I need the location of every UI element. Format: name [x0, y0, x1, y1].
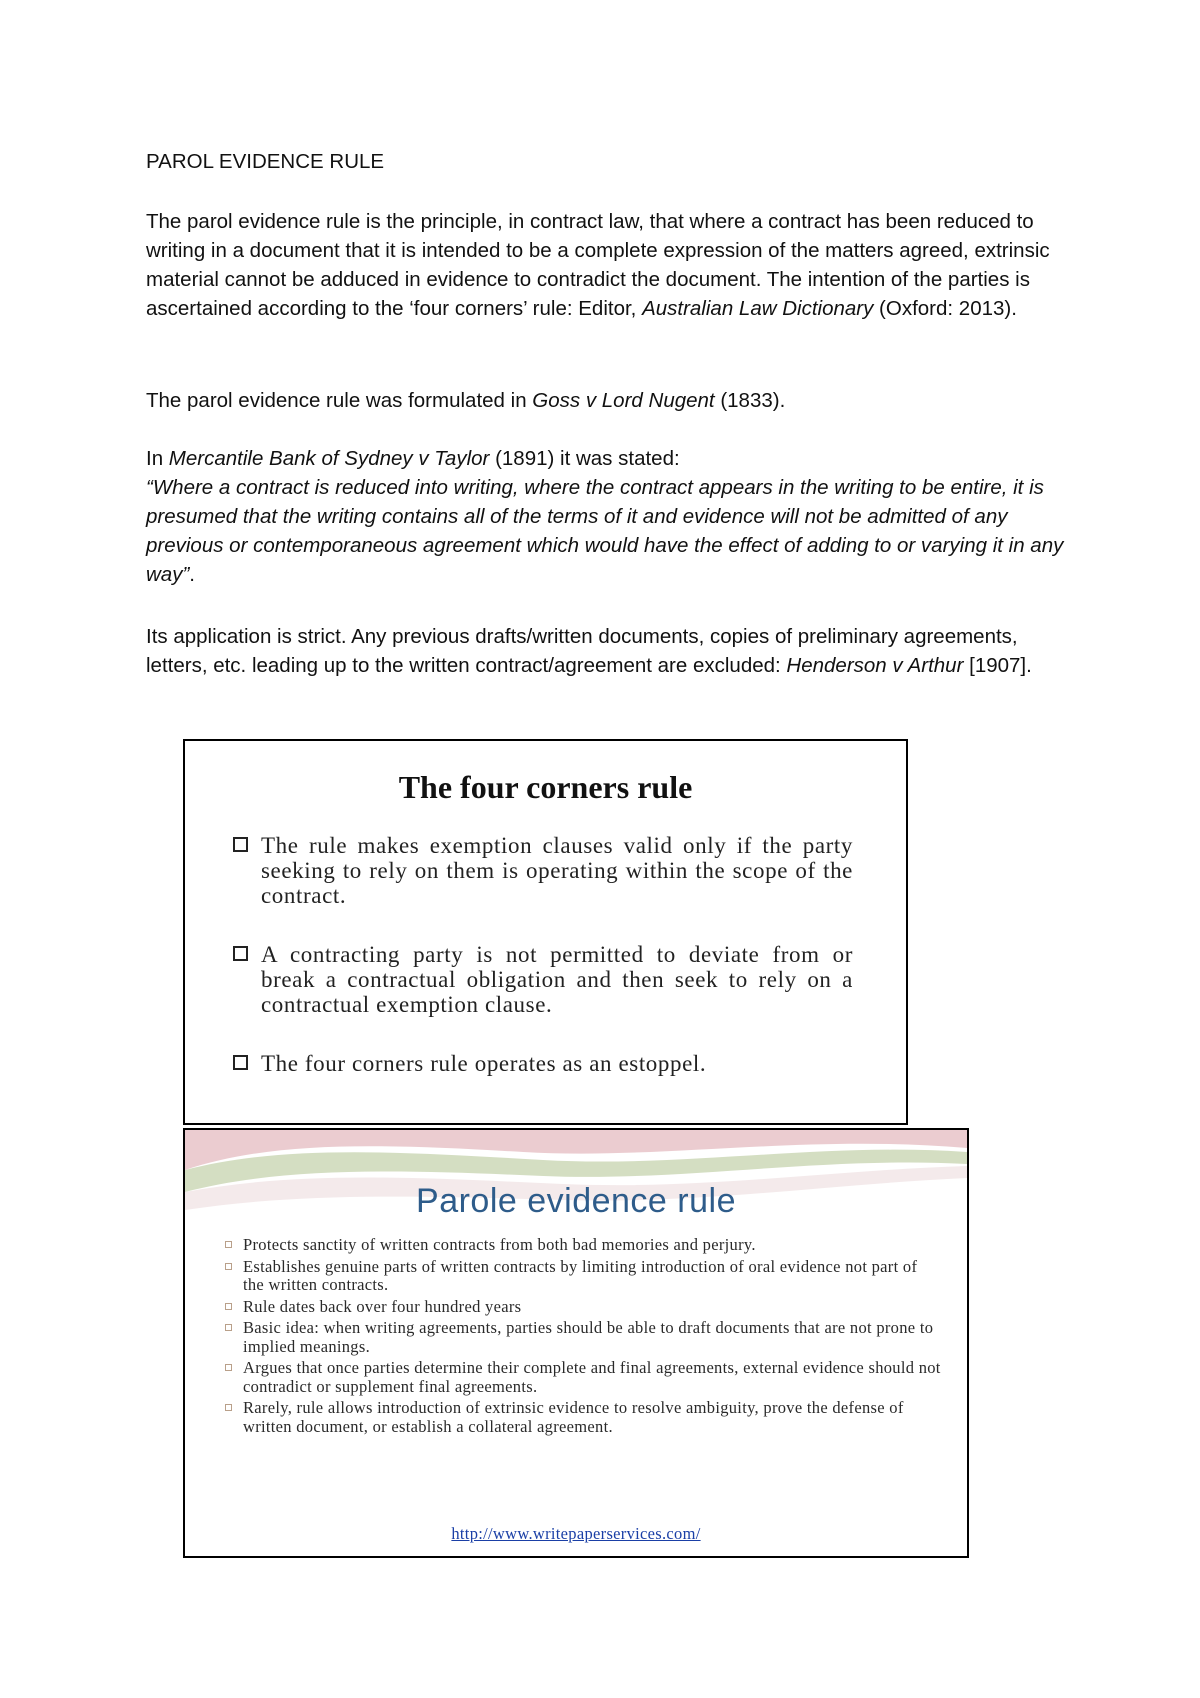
slide-bullet [233, 942, 853, 1017]
slide-bullet-text: The four corners rule operates as an estoppel. [261, 1051, 707, 1076]
slide-bullet-text: Establishes genuine parts of written contracts by limiting introduction of oral evidence not part of the written contracts. [243, 1256, 918, 1294]
slide-bullet-list [233, 833, 853, 1076]
square-bullet-icon [225, 1263, 232, 1270]
slide-bullet-text: Protects sanctity of written contracts from both bad memories and perjury. [243, 1235, 756, 1254]
slide-bullet-text: Rarely, rule allows introduction of extrinsic evidence to resolve ambiguity, prove the defense of written document, or establish a collateral agreement. [243, 1398, 904, 1436]
square-bullet-icon [225, 1404, 232, 1411]
case-mercantile-bank: Mercantile Bank of Sydney v Taylor [168, 447, 490, 470]
checkbox-bullet-icon [233, 837, 248, 852]
case-goss-v-lord-nugent: Goss v Lord Nugent [532, 389, 715, 412]
square-bullet-icon [225, 1303, 232, 1310]
slide-bullet [221, 1359, 941, 1396]
square-bullet-icon [225, 1364, 232, 1371]
paragraph-origin [146, 386, 1076, 415]
parole-evidence-slide [183, 1128, 969, 1558]
paragraph-definition-citation: (Oxford: 2013). [873, 297, 1017, 320]
paragraph-origin-year: (1833). [714, 389, 786, 412]
slide-bullet-text: The rule makes exemption clauses valid only if the party seeking to rely on them is operating within the scope of the contract. [261, 833, 853, 908]
slide-bullet-text: Rule dates back over four hundred years [243, 1296, 522, 1316]
square-bullet-icon [225, 1324, 232, 1331]
paragraph-origin-text: The parol evidence rule was formulated in [146, 389, 533, 412]
paragraph-definition [146, 207, 1076, 323]
dictionary-title: Australian Law Dictionary [642, 297, 874, 320]
document-heading: PAROL EVIDENCE RULE [146, 150, 385, 173]
paragraph-quote-year: (1891) it was stated: [489, 447, 680, 470]
slide-bullet [221, 1399, 941, 1436]
slide-bullet [233, 1051, 853, 1076]
paragraph-application-text: Its application is strict. Any previous drafts/written documents, copies of preliminary agreements, letters, etc. leading up to the written contract/agreement are excluded: [146, 625, 1018, 677]
case-henderson-v-arthur: Henderson v Arthur [786, 654, 964, 677]
slide-title: The four corners rule [398, 769, 693, 805]
source-link[interactable]: http://www.writepaperservices.com/ [451, 1524, 701, 1543]
paragraph-quote-intro: In [146, 447, 169, 470]
slide-bullet-list [221, 1236, 941, 1439]
slide-bullet [221, 1298, 941, 1317]
judicial-quote: “Where a contract is reduced into writing, where the contract appears in the writing to be entire, it is presumed that the writing contains all of the terms of it and evidence will not be admitted of any previous or contemporaneous agreement which would have the effect of adding to or varying it in any way” [146, 476, 1064, 586]
slide-bullet [233, 833, 853, 908]
four-corners-slide [183, 739, 908, 1125]
slide-bullet [221, 1236, 941, 1255]
checkbox-bullet-icon [233, 1055, 248, 1070]
square-bullet-icon [225, 1241, 232, 1248]
slide-bullet-text: A contracting party is not permitted to deviate from or break a contractual obligation and then seek to rely on a contractual exemption clause. [261, 942, 853, 1017]
judicial-quote-end: . [189, 563, 195, 586]
checkbox-bullet-icon [233, 946, 248, 961]
paragraph-quote [146, 444, 1076, 589]
slide-bullet [221, 1319, 941, 1356]
slide-title: Parole evidence rule [416, 1182, 736, 1220]
slide-bullet-text: Argues that once parties determine their complete and final agreements, external evidence should not contradict or supplement final agreements. [243, 1358, 941, 1396]
paragraph-definition-text: The parol evidence rule is the principle, in contract law, that where a contract has been reduced to writing in a document that it is intended to be a complete expression of the matters agreed, extrinsic material cannot be adduced in evidence to contradict the document. The intention of the parties is ascertained according to the ‘four corners’ rule: Editor, [146, 210, 1050, 320]
paragraph-application [146, 622, 1076, 680]
slide-bullet-text: Basic idea: when writing agreements, parties should be able to draft documents that are not prone to implied meanings. [243, 1318, 934, 1356]
paragraph-application-year: [1907]. [963, 654, 1032, 677]
slide-bullet [221, 1258, 941, 1295]
